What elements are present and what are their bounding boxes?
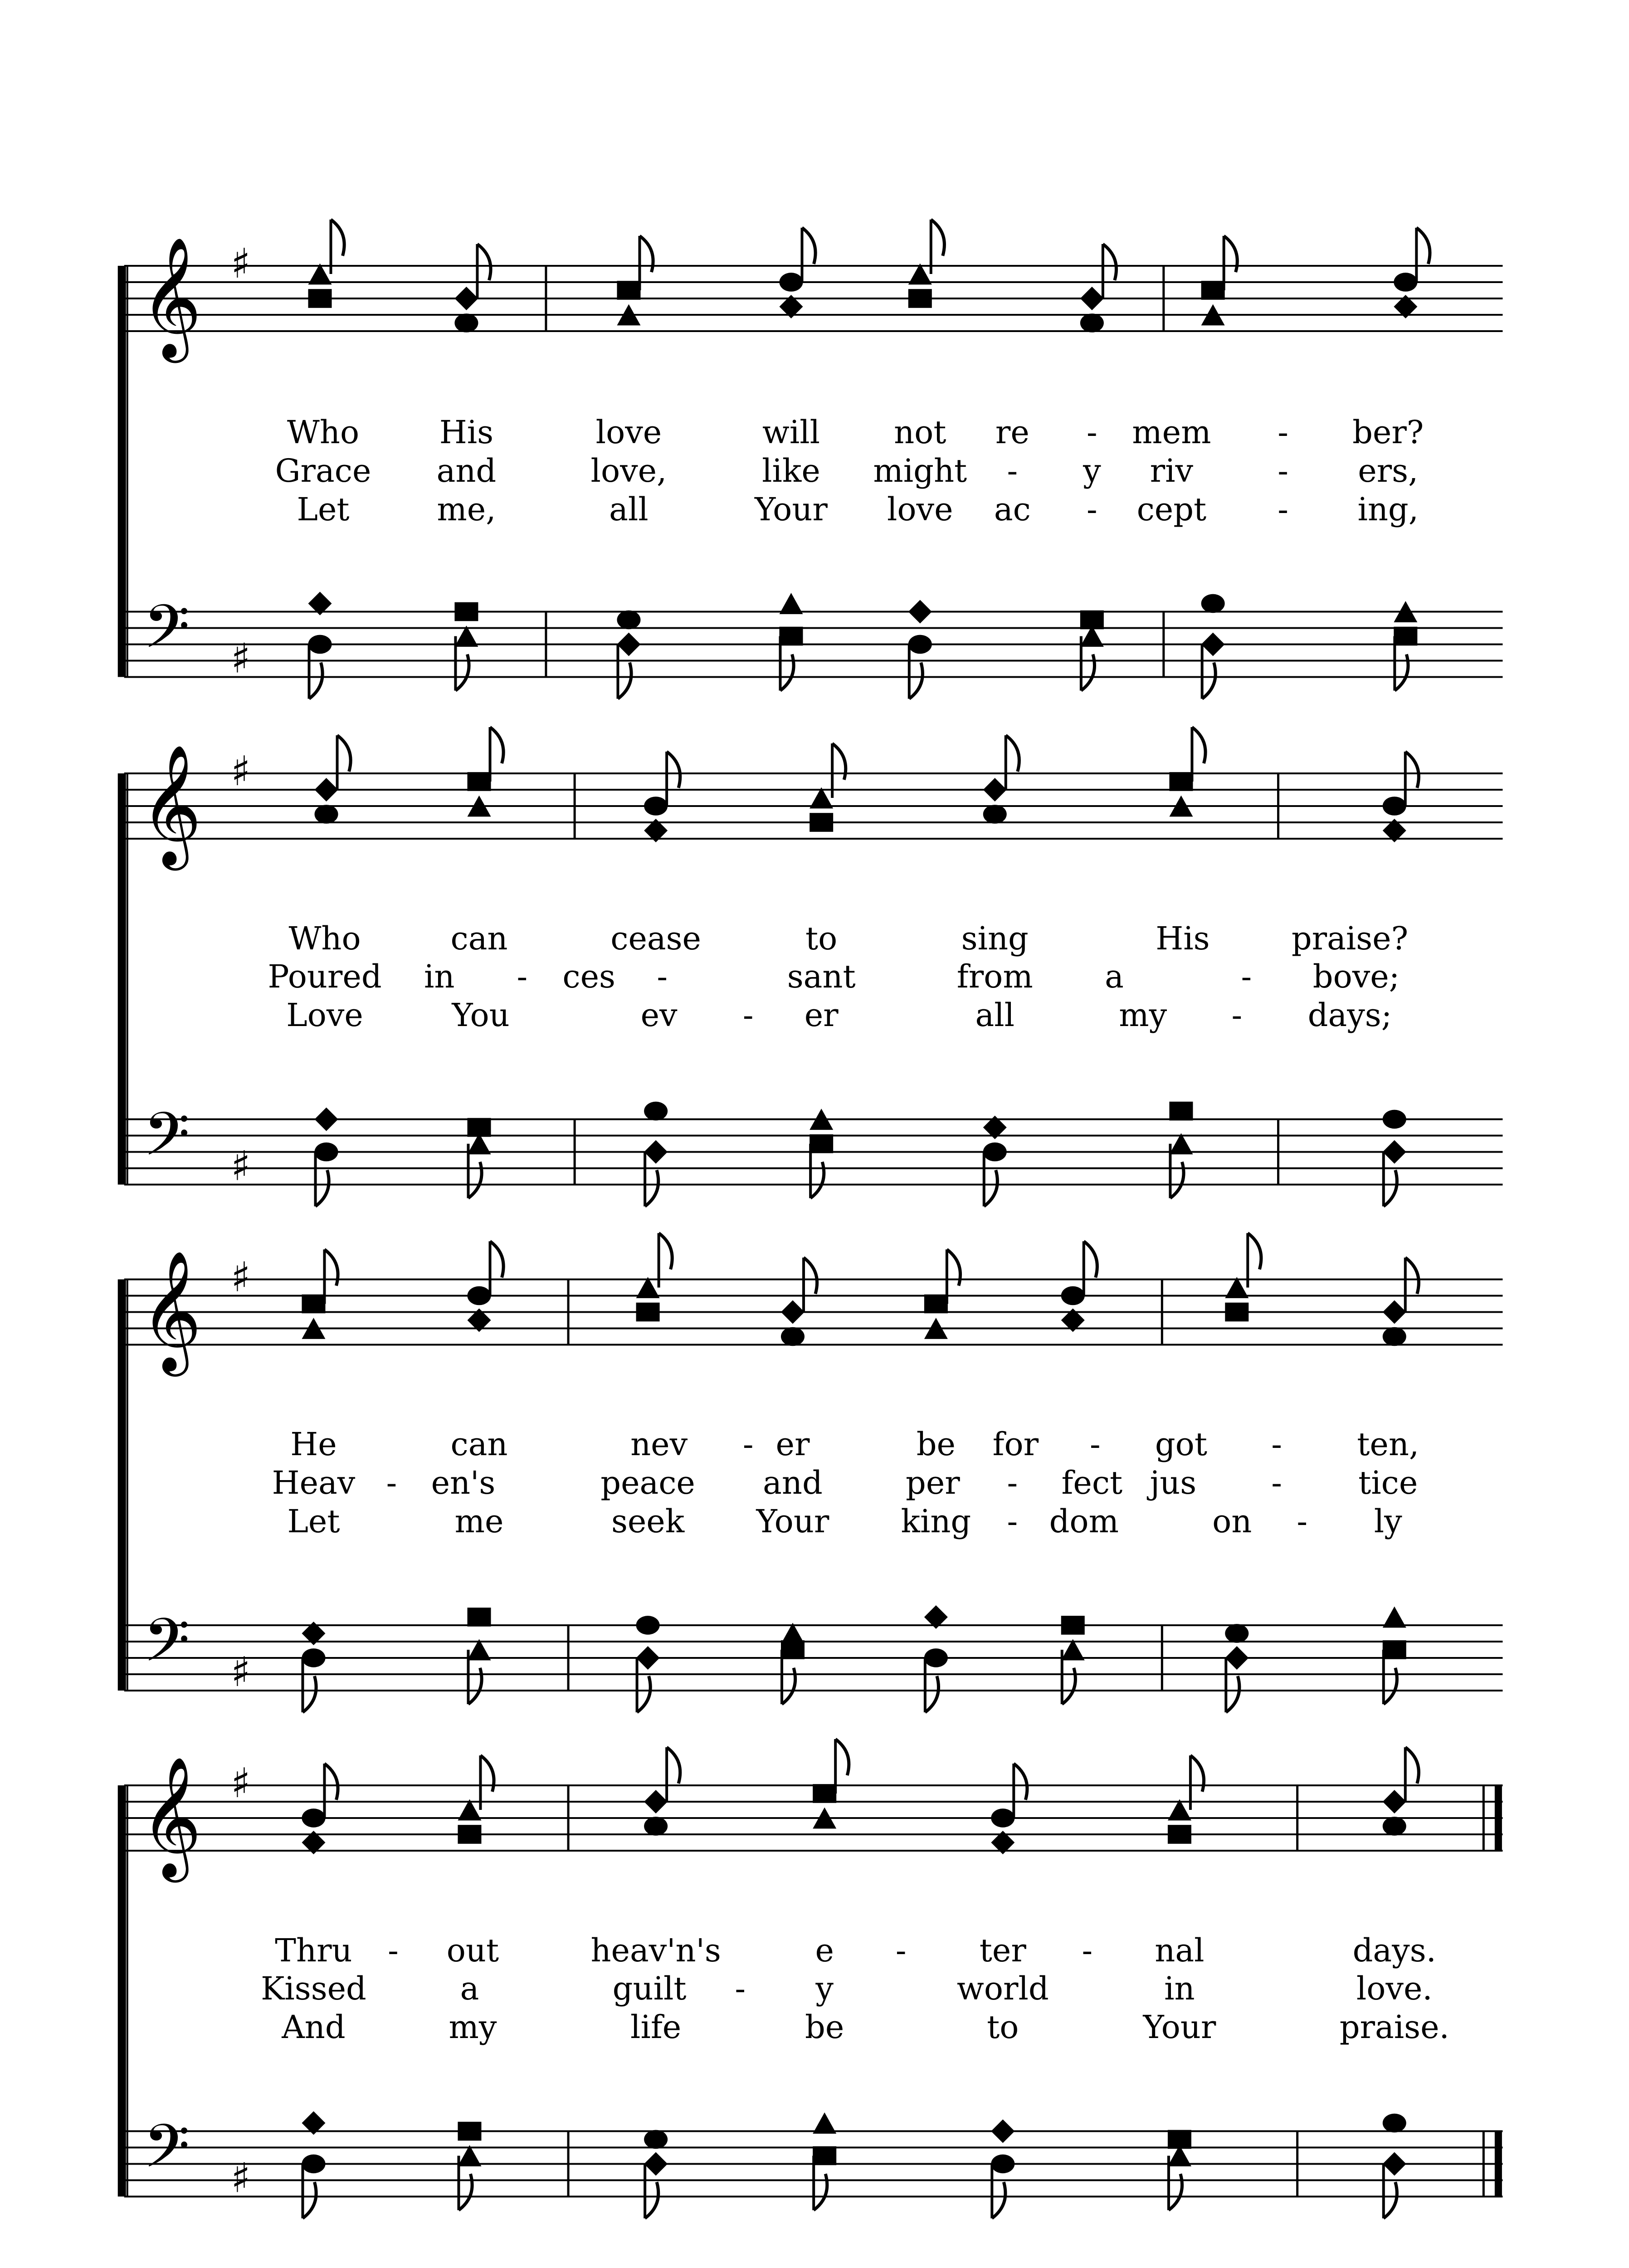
lyric-syllable: Your [1143, 2008, 1216, 2046]
note-head [813, 2112, 836, 2210]
lyric-syllable: cept [1136, 490, 1207, 528]
note-head [1383, 1747, 1419, 1836]
lyric-syllable: Who [288, 919, 361, 957]
note-head [636, 1233, 673, 1321]
lyric-hyphen: - [1007, 1464, 1018, 1501]
note-head [779, 593, 803, 690]
lyric-line [0, 1426, 1629, 1467]
note-head [991, 2119, 1014, 2218]
lyric-hyphen: - [1278, 452, 1288, 489]
lyric-syllable: love, [590, 452, 667, 489]
lyric-syllable: ac [994, 490, 1031, 528]
lyric-syllable: king [901, 1502, 971, 1540]
bass-clef-icon: 𝄢 [143, 1099, 190, 1184]
bass-staff [124, 1625, 1503, 1691]
lyric-syllable: days. [1352, 1931, 1436, 1969]
note-head [468, 1118, 491, 1198]
lyric-syllable: on [1212, 1502, 1252, 1540]
lyric-hyphen: - [1231, 997, 1243, 1034]
lyric-syllable: bove; [1312, 958, 1400, 996]
lyric-syllable: ly [1374, 1502, 1402, 1540]
note-head [983, 735, 1019, 824]
lyric-line [0, 414, 1629, 455]
note-head [1169, 727, 1205, 816]
note-head [813, 1739, 849, 1828]
lyric-syllable: er [804, 997, 839, 1034]
lyric-syllable: Your [755, 490, 828, 528]
lyric-syllable: nev [630, 1426, 688, 1463]
lyric-line [0, 491, 1629, 532]
note-head [315, 1107, 338, 1206]
lyric-hyphen: - [1082, 1931, 1093, 1969]
treble-clef-icon: 𝄞 [140, 1250, 202, 1372]
lyric-syllable: a [460, 1970, 479, 2008]
note-head [1383, 1257, 1419, 1346]
lyric-syllable: Heav [272, 1464, 356, 1501]
note-head [908, 600, 932, 699]
treble-clef-icon: 𝄞 [140, 1756, 202, 1877]
lyric-syllable: ing, [1357, 490, 1419, 528]
note-head [991, 1764, 1027, 1854]
sharp-icon: ♯ [230, 1142, 251, 1190]
lyric-line [0, 958, 1629, 999]
lyric-syllable: Kissed [261, 1970, 366, 2008]
lyric-syllable: love [887, 490, 953, 528]
lyric-line [0, 920, 1629, 961]
lyric-syllable: all [975, 997, 1015, 1034]
lyric-hyphen: - [1241, 958, 1252, 996]
note-head [1394, 228, 1430, 318]
note-head [1080, 244, 1117, 332]
lyric-syllable: me [454, 1502, 504, 1540]
note-head [779, 228, 815, 318]
lyric-syllable: sant [787, 958, 856, 996]
note-head [468, 1241, 504, 1332]
lyric-hyphen: - [1271, 1464, 1282, 1501]
lyric-hyphen: - [388, 1931, 399, 1969]
lyric-syllable: Let [287, 1502, 340, 1540]
note-head [617, 236, 653, 325]
sharp-icon: ♯ [230, 2154, 251, 2202]
note-head [458, 1755, 494, 1844]
treble-clef-icon: 𝄞 [140, 236, 202, 358]
lyric-hyphen: - [1271, 1426, 1282, 1463]
note-head [924, 1249, 961, 1339]
lyric-syllable: His [1156, 919, 1210, 957]
bass-clef-icon: 𝄢 [143, 1605, 190, 1690]
lyric-syllable: got [1155, 1426, 1207, 1463]
sharp-icon: ♯ [230, 635, 251, 683]
lyric-line [0, 2009, 1629, 2050]
lyric-syllable: er [775, 1426, 810, 1463]
lyric-hyphen: - [1278, 490, 1288, 528]
note-head [308, 591, 332, 699]
lyric-syllable: to [805, 919, 838, 957]
lyric-syllable: days; [1307, 997, 1392, 1034]
lyric-hyphen: - [1278, 414, 1288, 451]
lyric-hyphen: - [742, 1426, 754, 1463]
note-head [302, 2111, 325, 2218]
lyric-line [0, 1503, 1629, 1544]
note-head [302, 1764, 338, 1854]
note-head [617, 611, 640, 699]
lyric-syllable: and [763, 1464, 823, 1501]
note-head [308, 220, 345, 308]
lyric-hyphen: - [386, 1464, 397, 1501]
lyric-syllable: all [609, 490, 649, 528]
lyric-syllable: from [956, 958, 1033, 996]
lyric-syllable: per [906, 1464, 960, 1501]
lyric-syllable: y [815, 1970, 834, 2008]
lyric-syllable: praise. [1339, 2008, 1449, 2046]
note-head [1168, 1755, 1204, 1844]
note-head [781, 1623, 805, 1704]
lyric-line [0, 1465, 1629, 1505]
lyric-syllable: heav'n's [590, 1931, 721, 1969]
lyric-syllable: e [815, 1931, 834, 1969]
lyric-syllable: You [452, 997, 510, 1034]
lyric-syllable: Let [297, 490, 350, 528]
lyric-syllable: be [805, 2008, 844, 2046]
note-head [908, 220, 945, 308]
lyric-syllable: tice [1358, 1464, 1418, 1501]
lyric-syllable: in [424, 958, 455, 996]
lyric-syllable: will [762, 414, 820, 451]
note-head [1061, 1241, 1097, 1332]
note-head [644, 1102, 668, 1207]
lyric-syllable: might [873, 452, 967, 489]
treble-staff [124, 1279, 1503, 1344]
bass-clef-icon: 𝄢 [143, 591, 190, 676]
note-head [302, 1249, 338, 1339]
lyric-syllable: be [916, 1426, 956, 1463]
lyric-syllable: a [1105, 958, 1124, 996]
lyric-syllable: ces [562, 958, 615, 996]
lyric-syllable: His [439, 414, 494, 451]
note-head [1225, 1233, 1261, 1321]
lyric-syllable: seek [611, 1502, 685, 1540]
lyric-syllable: nal [1155, 1931, 1205, 1969]
note-head [644, 1747, 680, 1836]
lyric-syllable: He [290, 1426, 337, 1463]
lyric-syllable: mem [1132, 414, 1211, 451]
lyric-syllable: like [762, 452, 820, 489]
note-head [983, 1115, 1007, 1206]
note-head [1201, 594, 1225, 699]
lyric-syllable: life [630, 2008, 682, 2046]
lyric-syllable: Who [287, 414, 360, 451]
sharp-icon: ♯ [230, 747, 251, 795]
lyric-hyphen: - [1090, 1426, 1101, 1463]
lyric-syllable: ter [979, 1931, 1026, 1969]
lyric-hyphen: - [657, 958, 668, 996]
lyric-syllable: peace [600, 1464, 695, 1501]
lyric-syllable: ten, [1357, 1426, 1419, 1463]
lyric-hyphen: - [1007, 452, 1018, 489]
lyric-hyphen: - [1297, 1502, 1307, 1540]
lyric-hyphen: - [735, 1970, 746, 2008]
final-barline [1495, 1785, 1502, 1851]
lyric-syllable: riv [1150, 452, 1194, 489]
lyric-syllable: and [436, 452, 497, 489]
note-head [810, 743, 846, 832]
lyric-syllable: can [450, 919, 508, 957]
note-head [1383, 1607, 1406, 1704]
lyric-syllable: en's [431, 1464, 496, 1501]
lyric-syllable: jus [1150, 1464, 1197, 1501]
lyric-syllable: sing [961, 919, 1029, 957]
note-head [1168, 2130, 1191, 2210]
lyric-syllable: re [995, 414, 1029, 451]
lyric-syllable: can [450, 1426, 508, 1463]
lyric-syllable: Grace [275, 452, 371, 489]
lyric-syllable: my [449, 2008, 497, 2046]
note-head [1383, 752, 1419, 842]
lyric-syllable: ev [640, 997, 678, 1034]
lyric-hyphen: - [1007, 1502, 1018, 1540]
sharp-icon: ♯ [230, 1759, 251, 1807]
lyric-line [0, 453, 1629, 494]
bass-clef-icon: 𝄢 [143, 2111, 190, 2196]
lyric-syllable: love [595, 414, 662, 451]
lyric-syllable: love. [1356, 1970, 1433, 2008]
lyric-line [0, 1970, 1629, 2011]
lyric-syllable: Poured [268, 958, 382, 996]
lyric-syllable: for [992, 1426, 1039, 1463]
lyric-syllable: y [1083, 452, 1101, 489]
lyric-syllable: to [987, 2008, 1019, 2046]
lyric-syllable: praise? [1291, 919, 1409, 957]
lyric-syllable: ers, [1358, 452, 1419, 489]
note-head [1080, 611, 1104, 691]
sharp-icon: ♯ [230, 1648, 251, 1696]
lyric-line [0, 997, 1629, 1038]
note-head [315, 735, 351, 824]
lyric-syllable: my [1119, 997, 1167, 1034]
note-head [1201, 236, 1238, 325]
lyric-syllable: me, [437, 490, 496, 528]
lyric-syllable: Love [286, 997, 363, 1034]
lyric-syllable: out [446, 1931, 499, 1969]
note-head [1383, 2114, 1406, 2219]
note-head [644, 2130, 668, 2219]
note-head [302, 1622, 325, 1712]
note-head [1383, 1110, 1406, 1207]
lyric-syllable: dom [1049, 1502, 1119, 1540]
lyric-syllable: fect [1061, 1464, 1123, 1501]
lyric-syllable: guilt [612, 1970, 687, 2008]
lyric-hyphen: - [1087, 490, 1097, 528]
lyric-syllable: in [1164, 1970, 1195, 2008]
sharp-icon: ♯ [230, 1253, 251, 1301]
note-head [924, 1605, 948, 1712]
note-head [454, 244, 491, 332]
note-head [636, 1616, 660, 1712]
lyric-syllable: And [282, 2008, 346, 2046]
lyric-syllable: Your [756, 1502, 829, 1540]
lyric-syllable: not [894, 414, 946, 451]
lyric-syllable: world [956, 1970, 1049, 2008]
note-head [1225, 1624, 1249, 1712]
lyric-syllable: ber? [1352, 414, 1424, 451]
note-head [644, 752, 680, 842]
lyric-syllable: Thru [275, 1931, 352, 1969]
note-head [781, 1257, 817, 1346]
lyric-syllable: cease [610, 919, 701, 957]
final-barline [1495, 2131, 1502, 2196]
lyric-line [0, 1932, 1629, 1973]
lyric-hyphen: - [895, 1931, 907, 1969]
sharp-icon: ♯ [230, 240, 251, 288]
lyric-hyphen: - [517, 958, 528, 996]
note-head [468, 727, 504, 816]
lyric-hyphen: - [1087, 414, 1097, 451]
lyric-hyphen: - [742, 997, 754, 1034]
treble-clef-icon: 𝄞 [140, 744, 202, 865]
